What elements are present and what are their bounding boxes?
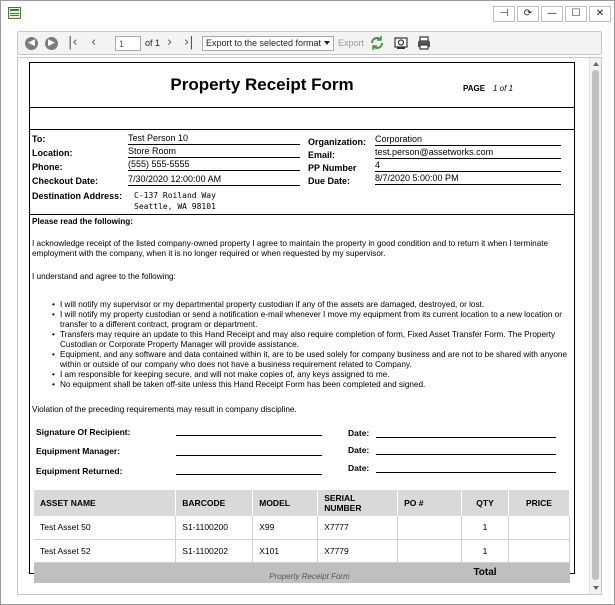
agree-text: I understand and agree to the following: <box>32 272 176 281</box>
po-number-cell <box>398 516 462 539</box>
list-item: • Transfers may require an update to this Hand Receipt and may also require completion of form, Fixed Asset Transfer Form. The Property Custodian or Corporate Property Manager will provide assistance. <box>52 330 572 350</box>
refresh-icon[interactable] <box>369 35 385 51</box>
qty-cell: 1 <box>462 516 509 539</box>
column-header: BARCODE <box>176 490 253 516</box>
read-heading: Please read the following: <box>32 217 134 226</box>
pin-button[interactable]: ⊣ <box>493 6 515 22</box>
list-item: • I am responsible for keeping secure, and will not make copies of, any keys assigned to me. <box>52 370 572 380</box>
column-header: QTY <box>462 490 509 516</box>
first-page-icon[interactable]: |‹ <box>68 35 78 50</box>
due-date-value: 8/7/2020 5:00:00 PM <box>375 173 561 185</box>
total-label: Total <box>462 562 509 583</box>
list-item: • I will notify my property custodian or send a notification e-mail whenever I move my equipment from its current location to a new location or transfer to a different contract, program or department. <box>52 310 572 330</box>
table-row <box>34 516 570 539</box>
column-header: PO # <box>398 490 462 516</box>
barcode-cell: S1-1100200 <box>176 516 253 539</box>
due-date-label: Due Date: <box>308 176 351 186</box>
phone-label: Phone: <box>32 162 63 172</box>
pp-number-label: PP Number <box>308 163 357 173</box>
list-item: • Equipment, and any software and data contained within it, are to be used solely for company business and are not to be shared with anyone within or outside of our company who does not have a business requirement related to Company. <box>52 350 572 370</box>
next-page-icon[interactable]: › <box>167 35 173 50</box>
serial-number-cell: X7777 <box>318 516 398 539</box>
scrollbar-thumb[interactable] <box>592 70 599 580</box>
report-footer: Property Receipt Form <box>269 572 350 581</box>
app-icon <box>8 7 21 19</box>
checkout-date-label: Checkout Date: <box>32 176 99 186</box>
to-label: To: <box>32 134 46 144</box>
model-cell: X101 <box>253 539 318 562</box>
list-item: • I will notify my supervisor or my departmental property custodian if any of the assets are damaged, destroyed, or lost. <box>52 300 572 310</box>
location-label: Location: <box>32 148 73 158</box>
returned-signature-label: Equipment Returned: <box>36 466 123 476</box>
violation-text: Violation of the preceding requirements may result in company discipline. <box>32 405 297 414</box>
recipient-date-label: Date: <box>348 428 370 438</box>
phone-value: (555) 555-5555 <box>128 159 300 171</box>
column-header: ASSET NAME <box>34 490 176 516</box>
manager-date-line <box>376 454 556 455</box>
back-icon[interactable]: ◀ <box>25 37 38 50</box>
pp-number-value: 4 <box>375 160 561 172</box>
page-number: 1 of 1 <box>493 84 514 93</box>
export-format-select[interactable] <box>202 36 334 51</box>
email-label: Email: <box>308 150 336 160</box>
destination-address-label: Destination Address: <box>32 191 123 201</box>
print-layout-icon[interactable] <box>393 35 409 51</box>
recipient-date-line <box>376 437 556 438</box>
checkout-date-value: 7/30/2020 12:00:00 AM <box>128 174 300 186</box>
returned-date-line <box>376 472 556 473</box>
vertical-scrollbar[interactable] <box>589 58 601 594</box>
model-cell: X99 <box>253 516 318 539</box>
table-header-row <box>34 490 570 516</box>
chevron-down-icon <box>324 41 330 45</box>
report-page <box>29 62 575 579</box>
acknowledgement-text: I acknowledge receipt of the listed company-owned property I agree to maintain the property in good condition and to return it when I terminate employment with the company, when it is no longer required or when requested by my supervisor. <box>32 239 549 258</box>
recipient-info <box>30 129 574 215</box>
title-bar <box>1 1 614 27</box>
refresh-window-button[interactable]: ⟳ <box>517 6 539 22</box>
manager-signature-line <box>176 455 322 456</box>
export-format-value: Export to the selected format <box>206 38 322 48</box>
po-number-cell <box>398 539 462 562</box>
destination-address-line2: Seattle, WA 98101 <box>134 202 216 211</box>
column-header: MODEL <box>253 490 318 516</box>
destination-address-line1: C-137 Roiland Way <box>134 191 216 200</box>
returned-signature-line <box>176 474 322 475</box>
email-value: test.person@assetworks.com <box>375 147 561 159</box>
returned-date-label: Date: <box>348 463 370 473</box>
qty-cell: 1 <box>462 539 509 562</box>
close-button[interactable]: ✕ <box>589 6 611 22</box>
asset-name-cell: Test Asset 52 <box>34 539 176 562</box>
barcode-cell: S1-1100202 <box>176 539 253 562</box>
report-toolbar <box>17 31 602 55</box>
forward-icon[interactable]: ▶ <box>45 37 58 50</box>
column-header: PRICE <box>509 490 570 516</box>
location-value: Store Room <box>128 146 300 158</box>
page-label: PAGE <box>463 84 486 93</box>
page-number-input[interactable] <box>115 36 141 51</box>
list-item: • No equipment shall be taken off-site unless this Hand Receipt Form has been completed and signed. <box>52 380 572 390</box>
export-button[interactable]: Export <box>338 38 365 48</box>
table-row <box>34 539 570 562</box>
scroll-down-icon[interactable] <box>593 586 599 590</box>
page-count: of 1 <box>145 38 161 48</box>
report-viewport <box>17 57 602 595</box>
terms-list <box>52 300 572 390</box>
report-title: Property Receipt Form <box>170 75 354 94</box>
asset-name-cell: Test Asset 50 <box>34 516 176 539</box>
printer-icon[interactable] <box>416 35 432 51</box>
asset-table <box>34 490 570 583</box>
manager-signature-label: Equipment Manager: <box>36 446 121 456</box>
organization-label: Organization: <box>308 137 366 147</box>
price-cell <box>509 516 570 539</box>
recipient-signature-line <box>176 435 322 436</box>
to-value: Test Person 10 <box>128 133 300 145</box>
last-page-icon[interactable]: ›| <box>184 35 194 50</box>
organization-value: Corporation <box>375 134 561 146</box>
manager-date-label: Date: <box>348 445 370 455</box>
recipient-signature-label: Signature Of Recipient: <box>36 427 131 437</box>
minimize-button[interactable]: — <box>541 6 563 22</box>
maximize-button[interactable]: ☐ <box>565 6 587 22</box>
header-divider <box>30 107 574 108</box>
price-cell <box>509 539 570 562</box>
column-header: SERIAL NUMBER <box>318 490 398 516</box>
previous-page-icon[interactable]: ‹ <box>91 35 97 50</box>
scroll-up-icon[interactable] <box>593 62 599 66</box>
serial-number-cell: X7779 <box>318 539 398 562</box>
